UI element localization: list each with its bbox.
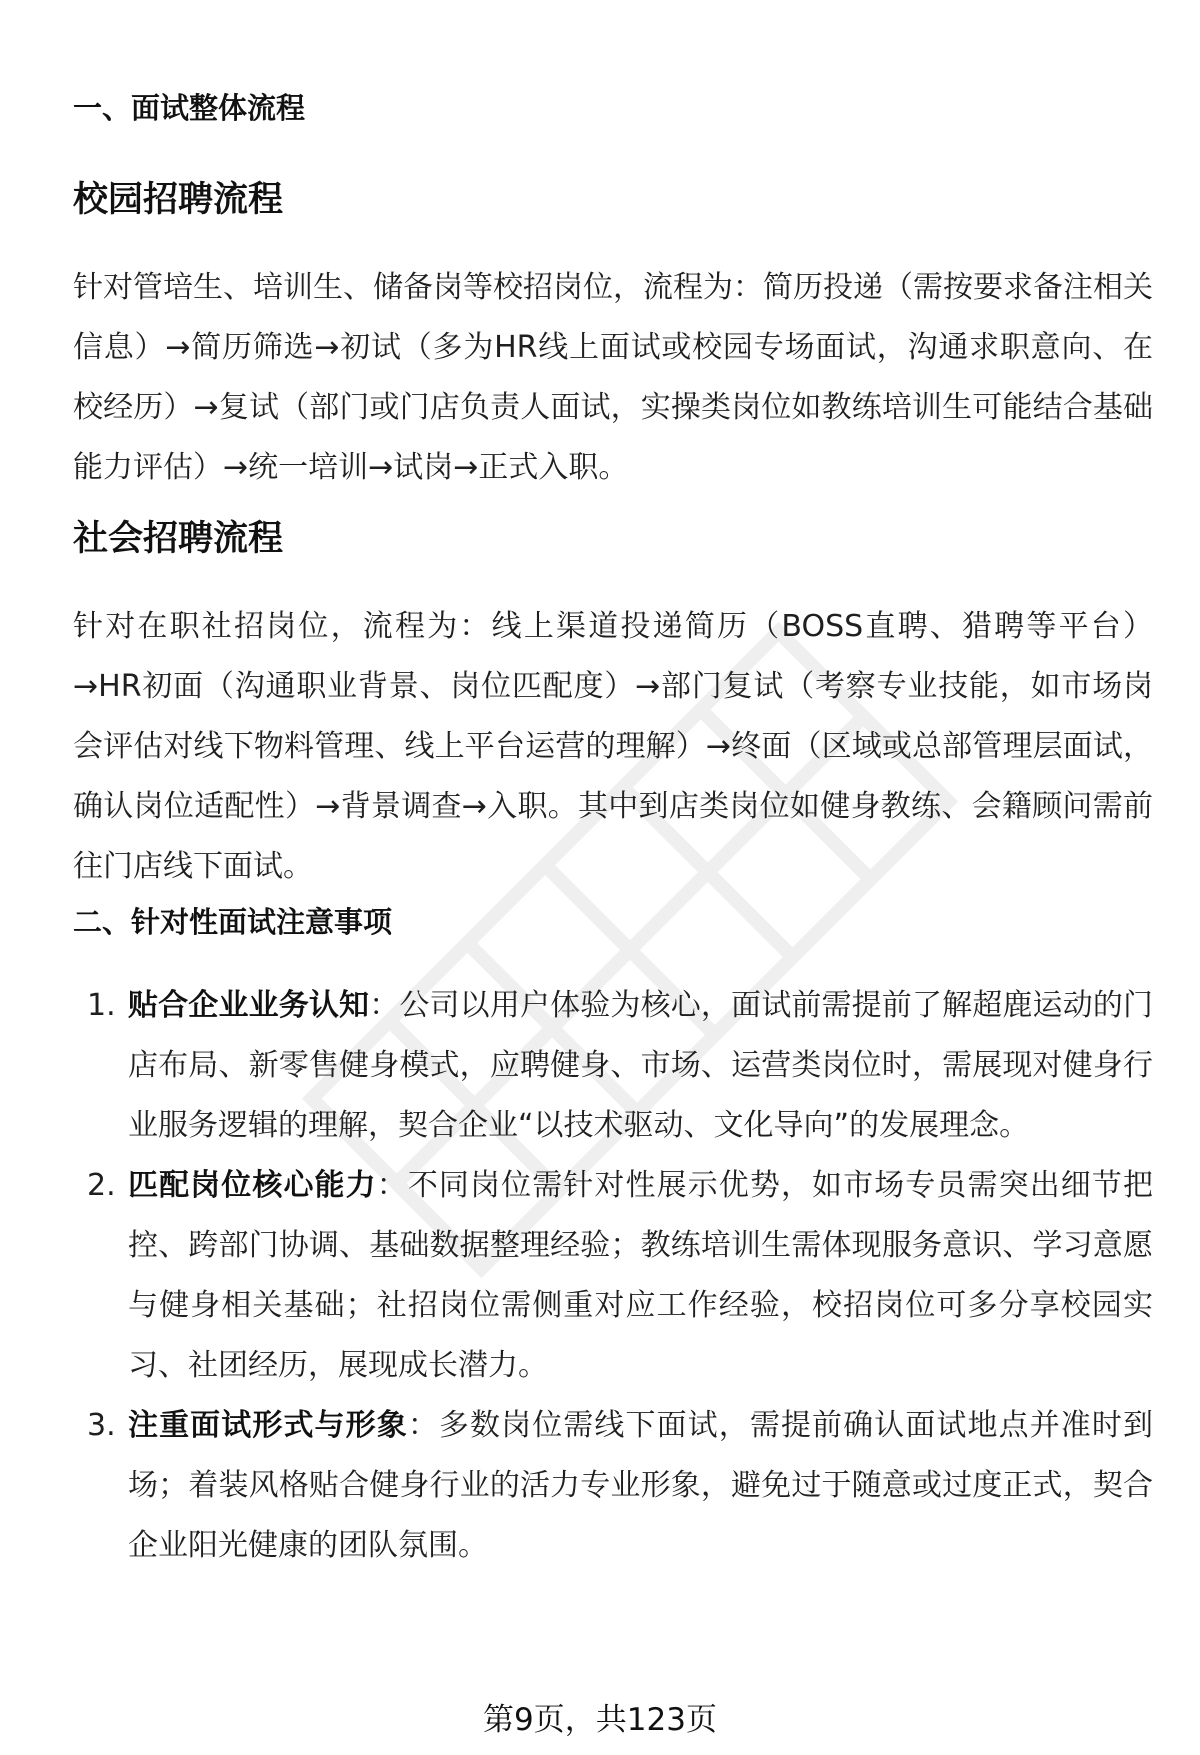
list-item-text: ：不同岗位需针对性展示优势，如市场专员需突出细节把控、跨部门协调、基础数据整理经验；教练培训生需体现服务意识、学习意愿与健身相关基础；社招岗位需侧重对应工作经验，校招岗位可多分享校园实习、社团经历，展现成长潜力。 [128, 1168, 1153, 1383]
list-item-number: 2. [87, 1168, 116, 1203]
list-item [73, 1396, 1153, 1576]
list-item-title: 匹配岗位核心能力 [128, 1168, 377, 1203]
section-heading-process: 一、面试整体流程 [73, 91, 306, 125]
list-item-number: 3. [87, 1408, 116, 1443]
page-number-footer: 第9页，共123页 [483, 1702, 717, 1738]
list-item-number: 1. [87, 988, 116, 1023]
notes-list [73, 976, 1153, 1576]
section-heading-notes: 二、针对性面试注意事项 [73, 905, 393, 939]
list-item-title: 贴合企业业务认知 [128, 988, 370, 1023]
list-item-title: 注重面试形式与形象 [128, 1408, 408, 1443]
list-item [73, 976, 1153, 1156]
paragraph-social-recruitment: 针对在职社招岗位，流程为：线上渠道投递简历（BOSS直聘、猎聘等平台）→HR初面（沟通职业背景、岗位匹配度）→部门复试（考察专业技能，如市场岗会评估对线下物料管理、线上平台运营的理解）→终面（区域或总部管理层面试，确认岗位适配性）→背景调查→入职。其中到店类岗位如健身教练、会籍顾问需前往门店线下面试。 [73, 609, 1153, 884]
list-item-text: ：多数岗位需线下面试，需提前确认面试地点并准时到场；着装风格贴合健身行业的活力专业形象，避免过于随意或过度正式，契合企业阳光健康的团队氛围。 [128, 1408, 1153, 1563]
list-item [73, 1156, 1153, 1396]
subheading-social-recruitment: 社会招聘流程 [73, 519, 284, 559]
paragraph-campus-recruitment: 针对管培生、培训生、储备岗等校招岗位，流程为：简历投递（需按要求备注相关信息）→简历筛选→初试（多为HR线上面试或校园专场面试，沟通求职意向、在校经历）→复试（部门或门店负责人面试，实操类岗位如教练培训生可能结合基础能力评估）→统一培训→试岗→正式入职。 [73, 270, 1153, 485]
subheading-campus-recruitment: 校园招聘流程 [73, 180, 284, 220]
list-item-text: ：公司以用户体验为核心，面试前需提前了解超鹿运动的门店布局、新零售健身模式，应聘健身、市场、运营类岗位时，需展现对健身行业服务逻辑的理解，契合企业“以技术驱动、文化导向”的发展理念。 [128, 988, 1154, 1143]
